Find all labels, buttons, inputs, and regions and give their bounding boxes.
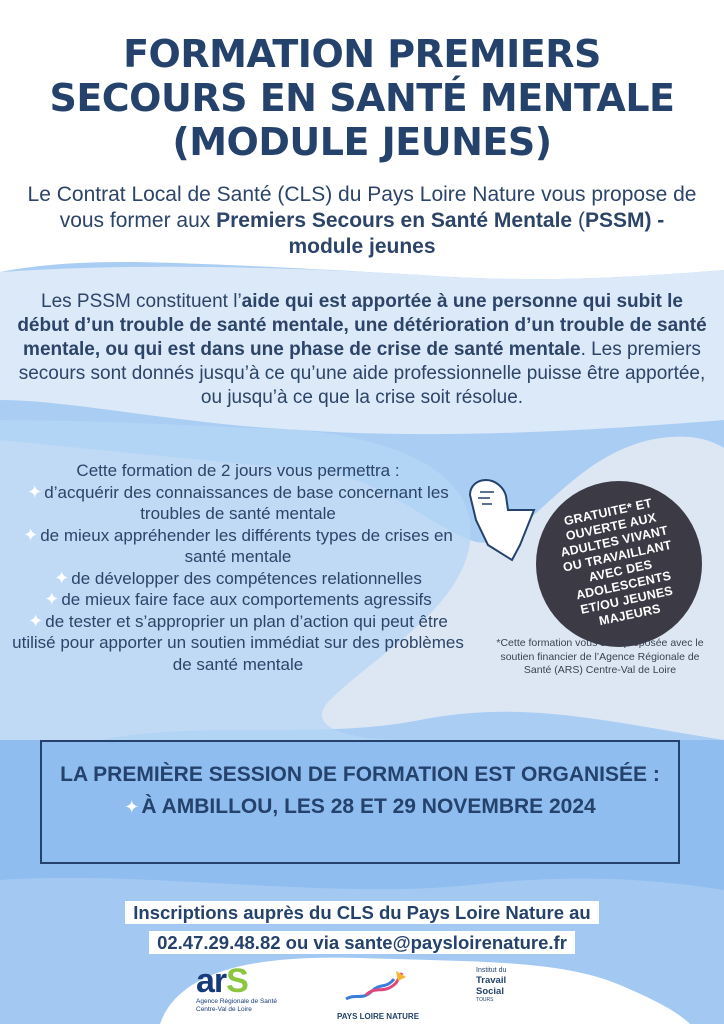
session-box (40, 740, 680, 864)
session-detail: ✦À AMBILLOU, LES 28 ET 29 NOVEMBRE 2024 (124, 795, 596, 818)
list-item: ✦ de tester et s’approprier un plan d’action qui peut être utilisé pour apporter un soutien immédiat sur des problèmes de santé mentale (12, 610, 464, 674)
list-item: ✦ d’acquérir des connaissances de base concernant les troubles de santé mentale (27, 481, 449, 523)
intro-bold-pssm: Premiers Secours en Santé Mentale (216, 209, 573, 232)
list-item: ✦ de mieux faire face aux comportements agressifs (44, 589, 432, 609)
pays-loire-nature-logo: PAYS LOIRE NATURE (336, 965, 420, 1021)
sparkle-icon: ✦ (28, 610, 44, 631)
institut-travail-social-logo: Institut du Travail Social TOURS (476, 967, 507, 1003)
title-line-2: SECOURS EN SANTÉ MENTALE (49, 76, 675, 120)
sparkle-icon: ✦ (44, 589, 60, 609)
list-item: ✦ de mieux appréhender les différents types de crises en santé mentale (23, 524, 453, 566)
session-title: LA PREMIÈRE SESSION DE FORMATION EST ORGANISÉE : (60, 763, 660, 786)
intro-bold-acronym: PSSM (584, 209, 645, 232)
title-line-1: FORMATION PREMIERS (123, 32, 601, 76)
sparkle-icon: ✦ (54, 567, 70, 588)
free-badge (536, 481, 702, 647)
sparkle-icon: ✦ (124, 797, 140, 817)
intro-paren-open: ( (572, 209, 585, 232)
intro-paragraph (20, 182, 704, 260)
free-badge-text: GRATUITE* ET OUVERTE AUX ADULTES VIVANT OU TRAVAILLANT AVEC DES ADOLESCENTS ET/OU JEUNES MAJEURS (559, 495, 675, 629)
pssm-start: Les PSSM constituent l’ (41, 291, 242, 312)
footnote: *Cette formation vous sera proposée avec le soutien financier de l’Agence Régionale de Santé (ARS) Centre-Val de Loire (496, 637, 704, 676)
list-item: ✦ de développer des compétences relationnelles (54, 567, 422, 588)
formation-lead: Cette formation de 2 jours vous permettra : (76, 461, 400, 480)
intro-end: ) - module jeunes (288, 209, 665, 258)
pssm-bold: aide qui est apportée à une personne qui subit le début d’un trouble de santé mentale, une détérioration d’un trouble de santé mentale, ou qui est dans une phase de crise de santé mentale (17, 291, 707, 360)
inscriptions (70, 898, 654, 958)
sparkle-icon: ✦ (27, 481, 43, 502)
formation-list (8, 460, 468, 675)
pssm-definition (16, 290, 708, 410)
intro-text: Le Contrat Local de Santé (CLS) du Pays Loire Nature vous propose de vous former aux (27, 183, 697, 232)
pssm-end: . Les premiers secours sont donnés jusqu’à ce qu’une aide professionnelle puisse être apportée, ou jusqu’à ce que la crise soit résolue. (18, 339, 706, 408)
page-title (0, 32, 724, 164)
pln-mark-icon (336, 965, 420, 1007)
inscriptions-line-2[interactable]: 02.47.29.48.82 ou via sante@paysloirenature.fr (149, 931, 575, 954)
title-line-3: (MODULE JEUNES) (172, 120, 552, 164)
sparkle-icon: ✦ (23, 524, 39, 545)
inscriptions-line-1: Inscriptions auprès du CLS du Pays Loire Nature au (125, 901, 598, 924)
ars-logo: arS Agence Régionale de Santé Centre-Val de Loire (196, 962, 277, 1013)
